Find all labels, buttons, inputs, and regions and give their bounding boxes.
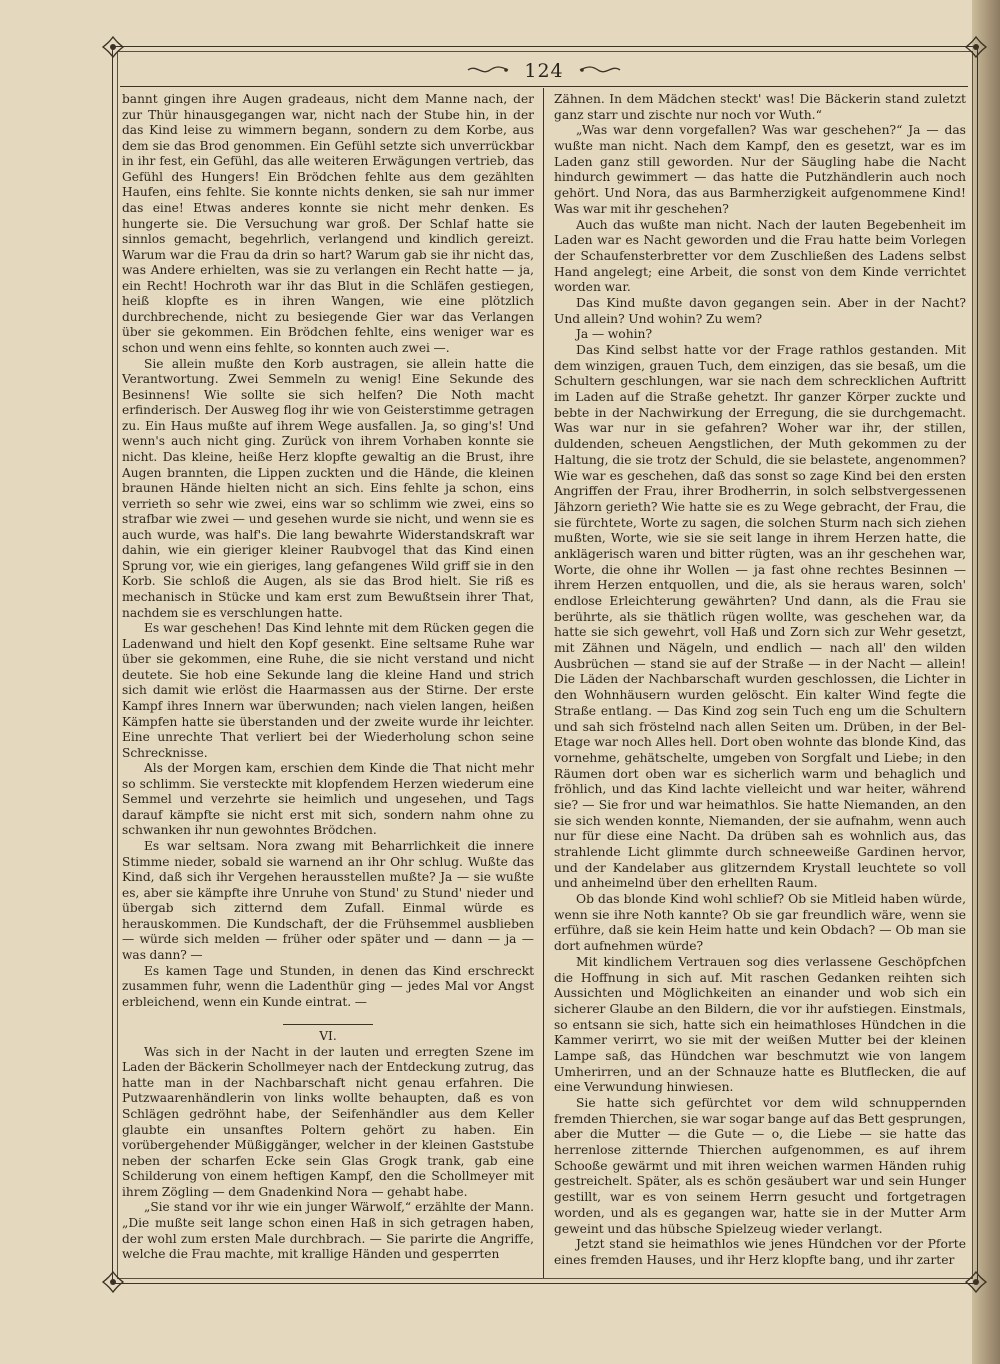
paragraph: Es war seltsam. Nora zwang mit Beharrlichkeit die innere Stimme nieder, sobald sie warnend an ihr Ohr schlug. Wußte das Kind, daß sich ihr Vergehen herausstellen mußte? Ja — sie wußte es, aber sie kämpfte ihre Unruhe von Stund' zu Stund' nieder und übergab sich zitternd dem Zufall. Einmal würde es herauskommen. Die Kundschaft, der die Frühsemmel ausblieben — würde sich melden — früher oder später und — dann — ja — was dann? — — [122, 839, 534, 962]
paragraph: Was sich in der Nacht in der lauten und erregten Szene im Laden der Bäckerin Schollmeyer nach der Entdeckung zutrug, das hatte man in der Nachbarschaft nicht genau erfahren. Die Putzwaarenhändlerin von links wollte behaupten, daß es von Schlägen gedröhnt habe, der Seifenhändler aus dem Keller glaubte ein unsanftes Poltern gehört zu haben. Ein vorübergehender Müßiggänger, welcher in der kleinen Gaststube neben der scharfen Ecke sein Glas Grogk trank, gab eine Schilderung von einem heftigen Kampf, den die Schollmeyer mit ihrem Zögling — dem Gnadenkind Nora — gehabt habe. — [122, 1044, 534, 1199]
paragraph: Es kamen Tage und Stunden, in denen das Kind erschreckt zusammen fuhr, wenn die Ladenthür ging — jedes Mal vor Angst erbleichend, wenn ein Kunde eintrat. — — [122, 963, 534, 1009]
header-flourish-left-icon — [466, 62, 510, 81]
paragraph: Jetzt stand sie heimathlos wie jenes Hündchen vor der Pforte eines fremden Hauses, und ihr Herz klopfte bang, und ihr zarter — [554, 1237, 966, 1267]
page-header — [120, 56, 968, 86]
section-title: VI. — [319, 1029, 337, 1044]
paragraph: Ja — wohin? — [576, 327, 653, 342]
page-number: 124 — [524, 60, 564, 82]
paragraph: Mit kindlichem Vertrauen sog dies verlassene Geschöpfchen die Hoffnung in sich auf. Mit raschen Gedanken reihten sich Aussichten und Möglichkeiten an einander und wob sich ein sicherer Glaube an den Bildern, die vor ihr aufstiegen. Einstmals, so entsann sie sich, hatte sich ein heimathloses Hündchen in die Kammer verirrt, wo sie mit der weißen Mutter bei der kleinen Lampe saß, das Hündchen war beschmutzt wie von langem Umherirren, und an der Schnauze hatte es Blutflecken, die auf eine Verwundung hinwiesen. — [554, 954, 966, 1095]
column-divider — [543, 88, 544, 1278]
paragraph: Das Kind selbst hatte vor der Frage rathlos gestanden. Mit dem winzigen, grauen Tuch, dem einzigen, das sie besaß, um die Schultern geschlungen, war sie nach dem schrecklichen Auftritt im Laden auf die Straße gehetzt. Ihr ganzer Körper zuckte und bebte in der Nachwirkung der Erregung, die sie durchgemacht. Was war nur in sie gefahren? Woher war ihr, der stillen, duldenden, scheuen Aengstlichen, der Muth gekommen zu der Haltung, die sie trotz der Schuld, die sie belastete, angenommen? Wie war es geschehen, daß das sonst so zage Kind bei den ersten Angriffen der Frau, ihrer Brodherrin, in solch selbstvergessenen Jähzorn gerieth? Wie hatte sie es zu Wege gebracht, der Frau, die sie fürchtete, Worte zu sagen, die solchen Sturm nach sich ziehen mußten, Worte, wie sie sie seit lange in ihrem Herzen hatte, die anklägerisch waren und bitter rügten, was an ihr geschehen war, Worte, die ohne ihr Wollen — ja fast ohne rechtes Besinnen — ihrem Herzen entquollen, und die, als sie heraus waren, solch' endlose Erleichterung gewährten? Und dann, als die Frau sie berührte, als sie thätlich rügen wollte, was geschehen war, da hatte sie sich gewehrt, voll Haß und Zorn sich zur Wehr gesetzt, mit Zähnen und Nägeln, und endlich — nach all' den wilden Ausbrüchen — stand sie auf der Straße — in der Nacht — allein! Die Läden der Nachbarschaft wurden geschlossen, die Lichter in den Wohnhäusern wurden gelöscht. Ein kalter Wind fegte die Straße entlang. — Das Kind zog sein Tuch eng um die Schultern und sah sich fröstelnd nach allen Seiten um. Drüben, in der Bel-Etage war noch Alles hell. Dort oben wohnte das blonde Kind, das vornehme, gehätschelte, umgeben von Sorgfalt und Liebe; in den Räumen dort oben war es sicherlich warm und behaglich und fröhlich, und das Kind lachte vielleicht und war heiter, während sie? — Sie fror und war heimathlos. Sie hatte Niemanden, an den sie sich wenden konnte, Niemanden, der sie aufnahm, wenn auch nur für diese eine Nacht. Da drüben sah es wohnlich aus, das strahlende Licht glimmte durch schneeweiße Gardinen hervor, und der Kandelaber aus glitzerndem Krystall leuchtete so voll und anheimelnd über den erhellten Raum. — [554, 343, 966, 891]
left-column — [122, 92, 534, 1270]
paragraph: Sie hatte sich gefürchtet vor dem wild schnuppernden fremden Thierchen, sie war sogar bange auf das Bett gesprungen, aber die Mutter — die Gute — o, die Liebe — sie hatte das herrenlose zitternde Thierchen aufgenommen, es auf ihrem Schooße gewärmt und mit ihren weichen warmen Händen ruhig gestreichelt. Später, als es schön gesäubert war und sein Hunger gestillt, war es von seinem Herrn gesucht und fortgetragen worden, und als es gegangen war, hatte sie in der Mutter Arm geweint und das hübsche Spielzeug wieder verlangt. — [554, 1096, 966, 1236]
paragraph: bannt gingen ihre Augen gradeaus, nicht dem Manne nach, der zur Thür hinausgegangen war, nicht nach der Stube hin, in der das Kind leise zu wimmern begann, sondern zu dem Korbe, aus dem sie das Brod genommen. Ein Gefühl setzte sich unverrückbar in ihr fest, ein Gefühl, das alle weiteren Erwägungen vertrieb, das Gefühl des Hungers! Ein Brödchen fehlte aus dem gezählten Haufen, eins fehlte. Sie konnte nichts denken, sie sah nur immer das eine! Etwas anderes konnte sie nicht mehr denken. Es hungerte sie. Die Versuchung war groß. Der Schlaf hatte sie sinnlos gemacht, begehrlich, verlangend und kindlich gereizt. Warum war die Frau da drin so hart? Warum gab sie ihr nicht das, was Andere erhielten, was sie zu verlangen ein Recht hatte — ja, ein Recht! Hochroth war ihr das Blut in die Schläfen gestiegen, heiß klopfte es in ihren Wangen, wie eine plötzlich durchbrechende, nicht zu besiegende Gier war das Verlangen über sie gekommen. Ein Brödchen fehlte, eins weniger war es schon und wenn eins fehlte, so konnten auch zwei —. — [122, 92, 534, 355]
paragraph: „Sie stand vor ihr wie ein junger Wärwolf,“ erzählte der Mann. „Die mußte seit lange schon einen Haß in sich getragen haben, der wohl zum ersten Male durchbrach. — Sie parirte die Angriffe, welche die Frau machte, mit krallige Händen und gesperrten — [122, 1200, 534, 1262]
paragraph: Das Kind mußte davon gegangen sein. Aber in der Nacht? Und allein? Und wohin? Zu wem? — [554, 295, 966, 326]
paragraph: Zähnen. In dem Mädchen steckt' was! Die Bäckerin stand zuletzt ganz starr und zischte nur noch vor Wuth.“ — [554, 92, 966, 122]
paragraph: Es war geschehen! Das Kind lehnte mit dem Rücken gegen die Ladenwand und hielt den Kopf gesenkt. Eine seltsame Ruhe war über sie gekommen, eine Ruhe, die sie nicht verstand und nicht deutete. Sie hob eine Sekunde lang die kleine Hand und strich sich damit wie erlöst die Haarmassen aus der Stirne. Der erste Kampf ihres Innern war überwunden; nach vielen langen, heißen Kämpfen hatte sie überstanden und der zweite wurde ihr leichter. Eine unrechte That verliert bei der Wiederholung schon seine Schrecknisse. — [122, 621, 534, 760]
paragraph: Als der Morgen kam, erschien dem Kinde die That nicht mehr so schlimm. Sie versteckte mit klopfendem Herzen wiederum eine Semmel und verzehrte sie heimlich und ungesehen, und Tags darauf kämpfte sie nicht erst mit sich, sondern nahm ohne zu schwanken ihr nun gewohntes Brödchen. — [122, 761, 534, 838]
header-flourish-right-icon — [578, 62, 622, 81]
paragraph: Ob das blonde Kind wohl schlief? Ob sie Mitleid haben würde, wenn sie ihre Noth kannte? Ob sie gar freundlich wäre, wenn sie erführe, daß sie kein Heim hatte und kein Obdach? — Ob man sie dort aufnehmen würde? — [554, 892, 966, 954]
corner-ornament-icon — [100, 1269, 126, 1295]
corner-ornament-icon — [963, 1269, 989, 1295]
paragraph: Auch das wußte man nicht. Nach der lauten Begebenheit im Laden war es Nacht geworden und die Frau hatte beim Vorlegen der Schaufensterbretter vor dem Zuschließen des Ladens selbst Hand angelegt; eine Arbeit, die sonst von dem Kinde verrichtet worden war. — [554, 217, 966, 295]
header-rule — [120, 86, 968, 87]
section-separator — [283, 1024, 373, 1025]
paragraph: „Was war denn vorgefallen? Was war geschehen?“ Ja — das wußte man nicht. Nach dem Kampf, den es gesetzt, war es im Laden ganz still geworden. Nur der Säugling habe die Nacht hindurch gewimmert — das hatte die Putzhändlerin auch noch gehört. Und Nora, das aus Barmherzigkeit aufgenommene Kind! Was war mit ihr geschehen? — [554, 123, 966, 216]
paragraph: Sie allein mußte den Korb austragen, sie allein hatte die Verantwortung. Zwei Semmeln zu wenig! Eine Sekunde des Besinnens! Wie sollte sie sich helfen? Die Noth macht erfinderisch. Der Ausweg flog ihr wie von Geisterstimme getragen zu. Ein Haus mußte auf ihrem Wege ausfallen. Ja, so ging's! Und wenn's auch nicht ging. Zurück von ihrem Vorhaben konnte sie nicht. Das kleine, heiße Herz klopfte gewaltig an die Brust, ihre Augen brannten, die Lippen zuckten und die Hände, die kleinen braunen Hände hielten nicht an sich. Eins fehlte ja schon, eins verrieth so sehr wie zwei, eins war so schlimm wie zwei, eins so strafbar wie zwei — und gesehen wurde sie nicht, und wenn sie es auch wurde, was half's. Die lang bewahrte Widerstandskraft war dahin, wie ein gieriger kleiner Raubvogel that das Kind einen Sprung vor, wie ein gieriges, lang gefangenes Wild griff sie in den Korb. Sie schloß die Augen, als sie das Brod hielt. Sie riß es mechanisch in Stücke und kam erst zum Bewußtsein ihrer That, nachdem sie es verschlungen hatte. — [122, 356, 534, 620]
right-column — [554, 92, 966, 1270]
